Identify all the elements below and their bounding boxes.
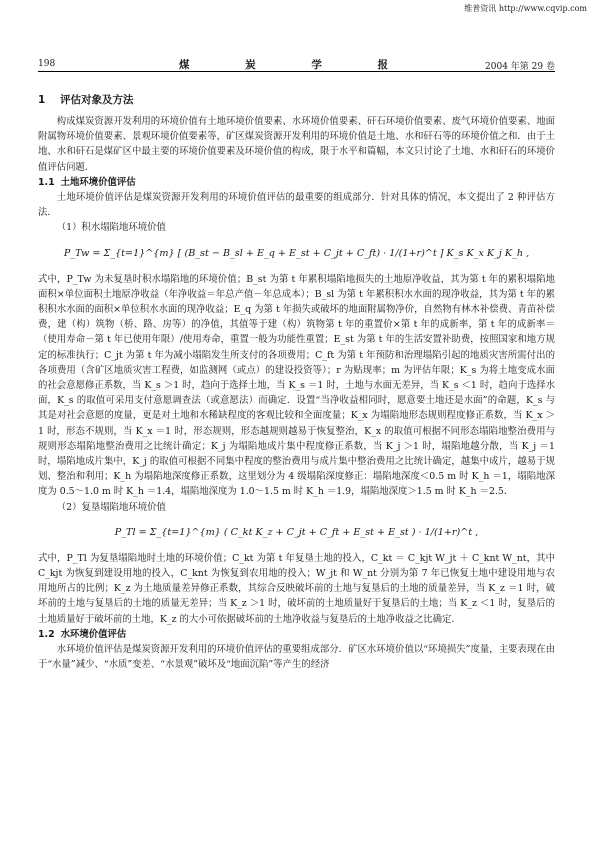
journal-name: 煤 炭 学 报 (179, 59, 414, 71)
subsection-title: 水环境价值评估 (60, 628, 127, 640)
subsection-title: 土地环境价值评估 (60, 176, 136, 188)
paragraph: 土地环境价值评估是煤炭资源开发利用的环境价值评估的最重要的组成部分．针对具体的情况，本文提出了 2 种评估方法． (38, 192, 555, 219)
item-title: （2）复垦塌陷地环境价值 (56, 501, 166, 513)
running-header (38, 57, 555, 72)
equation: P_Tl = Σ_{t=1}^{m} ( C_kt K_z + C_jt + C_ft + E_st + E_st ) · 1/(1+r)^t , (114, 526, 479, 538)
page-number: 198 (38, 59, 56, 69)
paragraph: 式中，P_Tl 为复垦塌陷地时土地的环境价值；C_kt 为第 t 年复垦土地的投入，C_kt ＝ C_kjt W_jt ＋ C_knt W_nt，其中 C_kjt 为恢复到建设用地的投入，C_knt 为恢复到农用地的投入；W_jt 和 W_nt 分别为第 7 年已恢复土地中建设用地与农用地所占的比例；K_z 为土地质量差异修正系数，其综合反映破坏前的土地与复垦后的土地的质量差异，当 K_z ＝1 时，破坏前的土地与复垦后的土地的质量无差异；当 K_z ＞1 时，破坏前的土地质量好于复垦后的土地；当 K_z ＜1 时，复垦后的土地质量好于破坏前的土地，K_z 的大小可依据破坏前的土地净收益与复垦后的土地净收益之比确定． (38, 552, 555, 625)
subsection-heading (38, 175, 555, 190)
section-number: 1 (38, 94, 46, 106)
paragraph: 水环境价值评估是煤炭资源开发利用的环境价值评估的重要组成部分．矿区水环境价值以“环境损失”度量，主要表现在由于“水量”减少、“水质”变差、“水景观”破坏及“地面沉陷”等产生的经济 (38, 644, 555, 671)
section-heading (38, 93, 555, 108)
paragraph: 式中，P_Tw 为未复垦时积水塌陷地的环境价值；B_st 为第 t 年累积塌陷地损失的土地原净收益，其为第 t 年的累积塌陷地面积×单位面积土地原净收益（年净收益＝年总产值－年总成本）；B_sl 为第 t 年累积积水水面的现净收益，其为第 t 年的累积积水水面的面积×单位积水水面的现净收益；E_q 为第 t 年损失或破坏的地面附属物净价，自然物有林木补偿费、青苗补偿费，建（构）筑物（桥、路、房等）的净值，其值等于建（构）筑物第 t 年的重置价×第 t 年的成新率，第 t 年的成新率＝（使用寿命－第 t 年已使用年限）/使用寿命，重置一般为功能性重置；E_st 为第 t 年的生活安置补助费，按照国家和地方规定的标准执行；C_jt 为第 t 年为减小塌陷发生所支付的各项费用；C_ft 为第 t 年预防和治理塌陷引起的地质灾害所需付出的各项费用（含矿区地质灾害工程费，如监测网（或点）的建设投资等）；r 为贴现率；m 为评估年限；K_s 为将土地变成水面的社会意愿修正系数，当 K_s ＞1 时，趋向于选择土地，当 K_s ＝1 时，土地与水面无差异，当 K_s ＜1 时，趋向于选择水面，K_s 的取值可采用支付意愿调查法（或意愿法）而确定．设置“当净收益相同时，愿意要土地还是水面”的命题，K_s 与其是对社会意愿的度量，更是对土地和水稀缺程度的客观比较和全面度量；K_x 为塌陷地形态规则程度修正系数，当 K_x ＞1 时，形态不规则，当 K_x ＝1 时，形态规则，形态越规则越易于恢复整治，K_x 的取值可根据不同形态塌陷地整治费用与规则形态塌陷地整治费用之比统计确定；K_j 为塌陷地成片集中程度修正系数，当 K_j ＞1 时，塌陷地越分散，当 K_j ＝1 时，塌陷地成片集中，K_j 的取值可根据不同集中程度的整治费用与成片集中整治费用之比统计确定，越集中成片，越易于规划、整治和利用；K_h 为塌陷地深度修正系数，这里划分为 4 级塌陷深度修正：塌陷地深度＜0.5 m 时 K_h ＝1，塌陷地深度为 0.5～1.0 m 时 K_h ＝1.4，塌陷地深度为 1.0～1.5 m 时 K_h ＝1.9，塌陷地深度＞1.5 m 时 K_h ＝2.5． (38, 273, 555, 498)
article-body (38, 93, 555, 673)
journal-volume: 2004 年第 29 卷 (485, 62, 555, 72)
subsection-number: 1.2 (38, 628, 55, 640)
subsection-number: 1.1 (38, 176, 55, 188)
equation: P_Tw = Σ_{t=1}^{m} [ (B_st − B_sl + E_q + E_st + C_jt + C_ft) · 1/(1+r)^t ] K_s K_x K_j K_h , (63, 247, 530, 259)
subsection-heading (38, 627, 555, 642)
watermark: 维普资讯 http://www.cqvip.com (464, 4, 587, 13)
item-title: （1）积水塌陷地环境价值 (56, 222, 166, 234)
paragraph: 构成煤炭资源开发利用的环境价值有土地环境价值要素、水环境价值要素、矸石环境价值要素、废气环境价值要素、地面附属物环境价值要素、景观环境价值要素等，矿区煤炭资源开发利用的环境价值是土地、水和矸石等的环境价值之和．由于土地、水和矸石是煤矿区中最主要的环境价值要素及环境价值的构成，限于水平和篇幅，本文只讨论了土地、水和矸石的环境价值评估问题． (38, 116, 555, 173)
section-title: 评估对象及方法 (60, 94, 134, 106)
